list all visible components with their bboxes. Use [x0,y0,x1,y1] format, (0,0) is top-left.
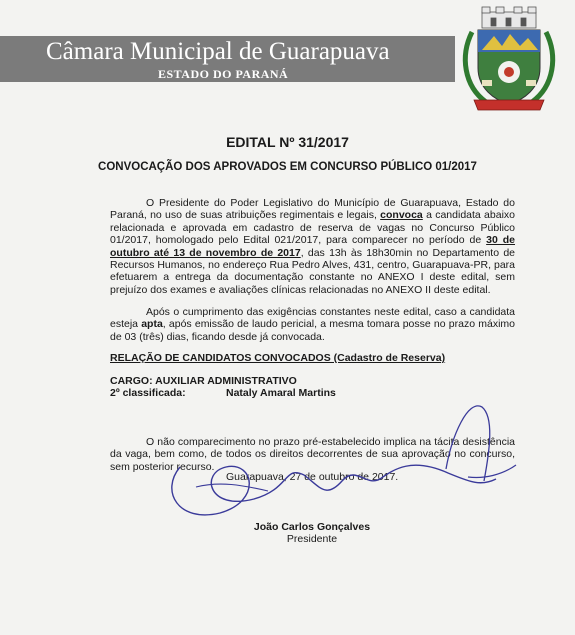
paragraph-text: O não comparecimento no prazo pré-estabelecido implica na tácita desistência da vaga, bem como, de todos os direitos decorrentes de sua aprovação no concurso, sem posterior recurso. [110,436,515,473]
paragraph-text: O Presidente do Poder Legislativo do Município de Guarapuava, Estado do Paraná, no uso de suas atribuições regimentais e legais, [110,197,515,222]
paragraph-text: a candidata abaixo relacionada e aprovada em cadastro de reserva de vagas no Concurso Público 01/2017, homologado pelo Edital 021/2017, para comparecer no período de [110,209,515,247]
document-date: Guarapuava, 27 de outubro de 2017. [226,471,399,483]
paragraph-requirements [110,306,515,343]
highlight-apta: apta [141,318,163,331]
signer-name: João Carlos Gonçalves [253,521,371,533]
paragraph-text: , das 13h às 18h30min no Departamento de Recursos Humanos, no endereço Rua Pedro Alves, 431, centro, Guarapuava-PR, para efetuarem a entrega da documentação constante no ANEXO I deste edital, sem prejuízo dos exames e avaliações clínicas relacionadas no ANEXO II deste edital. [110,246,515,296]
crown-icon [482,7,536,28]
classification-name: Nataly Amaral Martins [226,387,336,399]
coat-of-arms-icon [458,6,560,114]
edital-title: EDITAL Nº 31/2017 [226,134,349,150]
relation-title: RELAÇÃO DE CANDIDATOS CONVOCADOS (Cadastro de Reserva) [110,352,446,364]
highlight-period: 30 de outubro até 13 de novembro de 2017 [110,234,515,259]
paragraph-text: Após o cumprimento das exigências constantes neste edital, caso a candidata esteja [110,306,515,331]
signer-role: Presidente [286,533,338,545]
institution-name: Câmara Municipal de Guarapuava [46,38,390,65]
edital-subtitle: CONVOCAÇÃO DOS APROVADOS EM CONCURSO PÚBLICO 01/2017 [98,161,477,173]
highlight-convoca: convoca [380,209,423,222]
classification-label: 2º classificada: [110,387,186,399]
signature-icon [150,395,530,535]
state-name: ESTADO DO PARANÁ [158,67,289,81]
cargo-line: CARGO: AUXILIAR ADMINISTRATIVO [110,375,297,387]
paragraph-text: , após emissão de laudo pericial, a mesma tomara posse no prazo máximo de 03 (três) dias, ficando desde já convocada. [110,318,515,343]
paragraph-convocation [110,197,515,296]
